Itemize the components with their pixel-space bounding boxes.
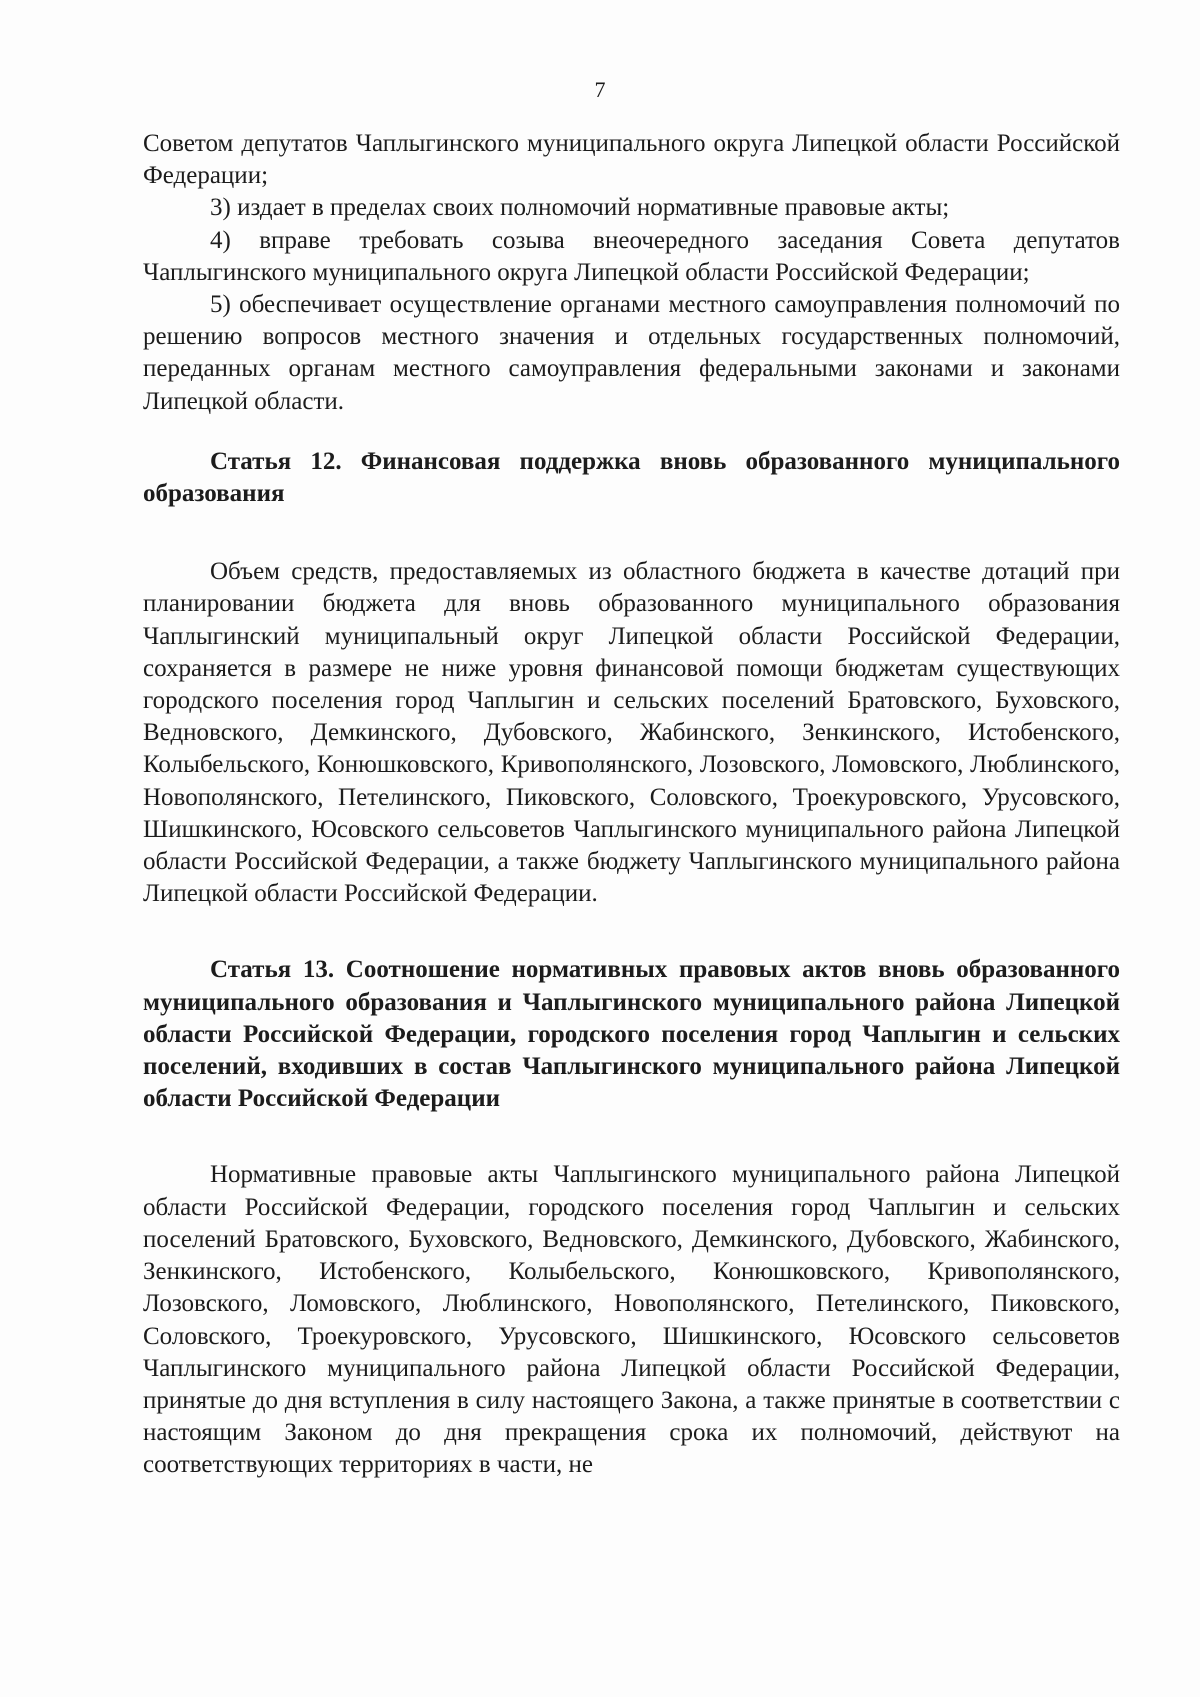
- article-12-body: Объем средств, предоставляемых из областного бюджета в качестве дотаций при планировании бюджета для вновь образованного муниципального образования Чаплыгинский муниципальный округ Липецкой области Российской Федерации, сохраняется в размере не ниже уровня финансовой помощи бюджетам существующих городского поселения город Чаплыгин и сельских поселений Братовского, Буховского, Ведновского, Демкинского, Дубовского, Жабинского, Зенкинского, Истобенского, Колыбельского, Конюшковского, Кривополянского, Лозовского, Ломовского, Люблинского, Новополянского, Петелинского, Пиковского, Соловского, Троекуровского, Урусовского, Шишкинского, Юсовского сельсоветов Чаплыгинского муниципального района Липецкой области Российской Федерации, а также бюджету Чаплыгинского муниципального района Липецкой области Российской Федерации.: [143, 558, 1120, 908]
- spacer: [143, 910, 1120, 954]
- paragraph-continuation: Советом депутатов Чаплыгинского муниципального округа Липецкой области Российской Федерации;: [143, 130, 1120, 190]
- spacer: [143, 418, 1120, 446]
- article-13-body: Нормативные правовые акты Чаплыгинского муниципального района Липецкой области Российской Федерации, городского поселения город Чаплыгин и сельских поселений Братовского, Буховского, Ведновского, Демкинского, Дубовского, Жабинского, Зенкинского, Истобенского, Колыбельского, Конюшковского, Кривополянского, Лозовского, Ломовского, Люблинского, Новополянского, Петелинского, Пиковского, Соловского, Троекуровского, Урусовского, Шишкинского, Юсовского сельсоветов Чаплыгинского муниципального района Липецкой области Российской Федерации, принятые до дня вступления в силу настоящего Закона, а также принятые в соответствии с настоящим Законом до дня прекращения срока их полномочий, действуют на соответствующих территориях в части, не: [143, 1161, 1120, 1479]
- list-item-3: 3) издает в пределах своих полномочий нормативные правовые акты;: [210, 194, 950, 222]
- article-13-heading: Статья 13. Соотношение нормативных правовых актов вновь образованного муниципального образования и Чаплыгинского муниципального района Липецкой области Российской Федерации, городского поселения город Чаплыгин и сельских поселений, входивших в состав Чаплыгинского муниципального района Липецкой области Российской Федерации: [143, 956, 1120, 1113]
- spacer: [143, 1115, 1120, 1159]
- spacer: [143, 510, 1120, 556]
- page-number: 7: [594, 77, 606, 102]
- list-item-4: 4) вправе требовать созыва внеочередного заседания Совета депутатов Чаплыгинского муниципального округа Липецкой области Российской Федерации;: [143, 226, 1120, 286]
- article-12-heading: Статья 12. Финансовая поддержка вновь образованного муниципального образования: [143, 447, 1120, 508]
- document-body: [143, 128, 1120, 1482]
- list-item-5: 5) обеспечивает осуществление органами местного самоуправления полномочий по решению вопросов местного значения и отдельных государственных полномочий, переданных органам местного самоуправления федеральными законами и законами Липецкой области.: [143, 291, 1120, 415]
